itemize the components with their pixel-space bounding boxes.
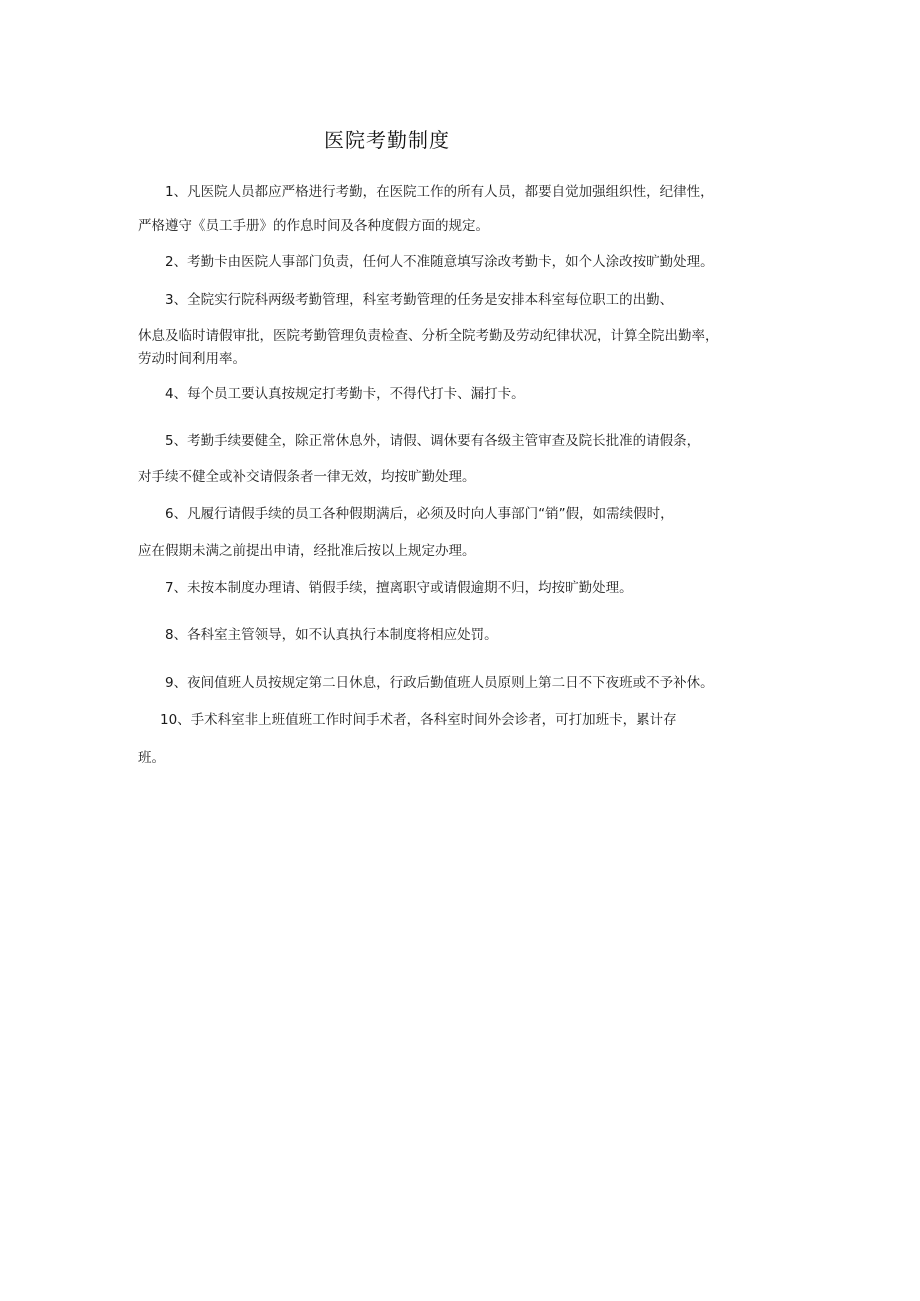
clause-5-line-2: 对手续不健全或补交请假条者一律无效，均按旷勤处理。 xyxy=(138,469,476,485)
clause-7-line-1: 7、未按本制度办理请、销假手续，擅离职守或请假逾期不归，均按旷勤处理。 xyxy=(165,580,633,596)
clause-3-line-1: 3、全院实行院科两级考勤管理，科室考勤管理的任务是安排本科室每位职工的出勤、 xyxy=(165,292,674,308)
clause-10-line-2: 班。 xyxy=(138,750,165,766)
clause-1-line-2: 严格遵守《员工手册》的作息时间及各种度假方面的规定。 xyxy=(138,218,489,234)
clause-3-line-3: 劳动时间利用率。 xyxy=(138,351,246,367)
clause-2-line-1: 2、考勤卡由医院人事部门负责，任何人不准随意填写涂改考勤卡，如个人涂改按旷勤处理。 xyxy=(165,254,714,270)
document-title: 医院考勤制度 xyxy=(324,128,450,152)
clause-10-line-1: 10、手术科室非上班值班工作时间手术者，各科室时间外会诊者，可打加班卡，累计存 xyxy=(160,712,677,728)
clause-4-line-1: 4、每个员工要认真按规定打考勤卡，不得代打卡、漏打卡。 xyxy=(165,386,525,402)
clause-1-line-1: 1、凡医院人员都应严格进行考勤，在医院工作的所有人员，都要自觉加强组织性，纪律性， xyxy=(165,184,714,200)
clause-8-line-1: 8、各科室主管领导，如不认真执行本制度将相应处罚。 xyxy=(165,627,498,643)
clause-6-line-2: 应在假期未满之前提出申请，经批准后按以上规定办理。 xyxy=(138,543,476,559)
clause-5-line-1: 5、考勤手续要健全，除正常休息外，请假、调休要有各级主管审查及院长批准的请假条， xyxy=(165,433,701,449)
clause-9-line-1: 9、夜间值班人员按规定第二日休息，行政后勤值班人员原则上第二日不下夜班或不予补休。 xyxy=(165,675,714,691)
clause-6-line-1: 6、凡履行请假手续的员工各种假期满后，必须及时向人事部门“销”假，如需续假时， xyxy=(165,506,674,522)
clause-3-line-2: 休息及临时请假审批，医院考勤管理负责检查、分析全院考勤及劳动纪律状况，计算全院出勤率， xyxy=(138,328,719,344)
